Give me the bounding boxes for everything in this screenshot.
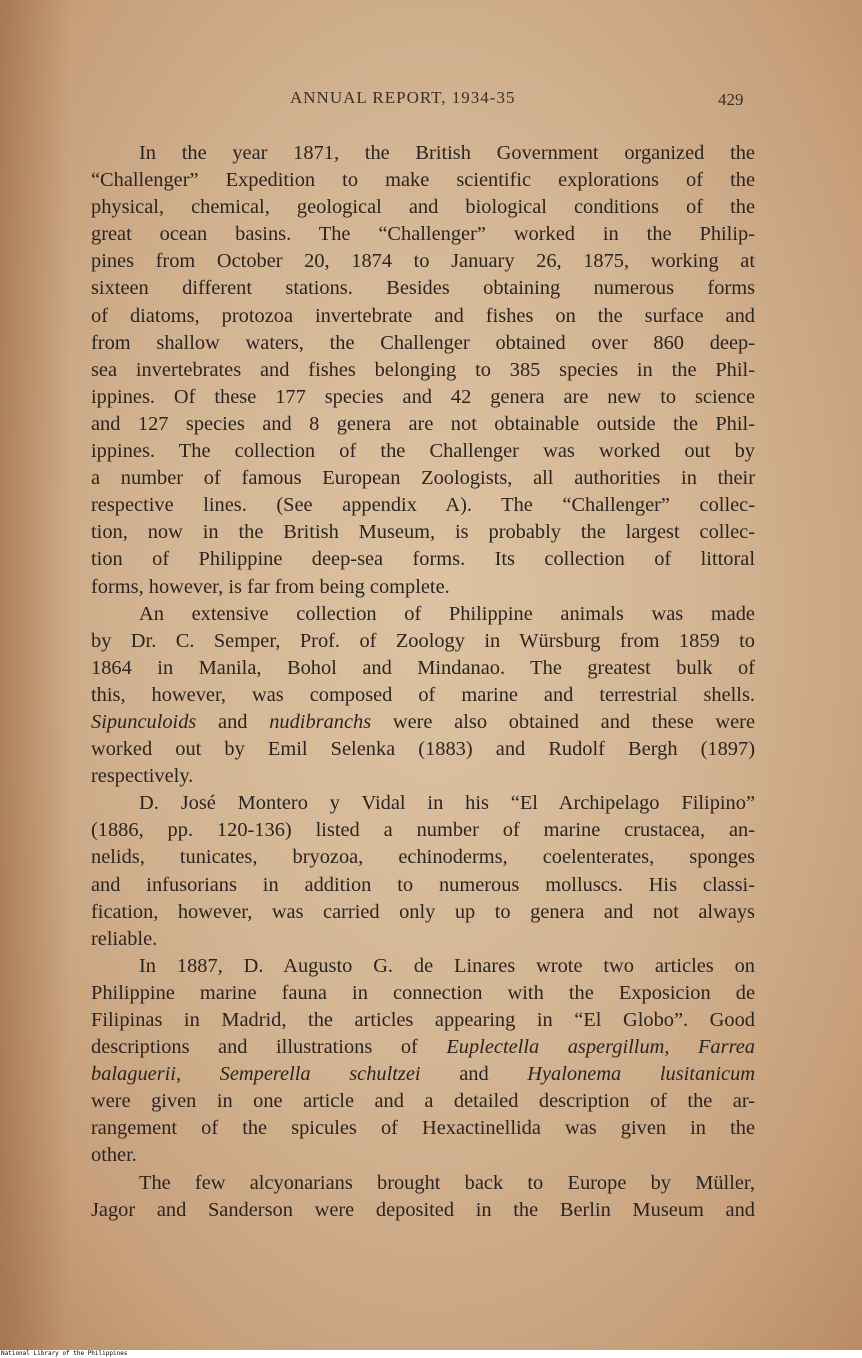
text-line: and 127 species and 8 genera are not obtainable outside the Phil- — [91, 412, 755, 435]
text-run: were also obtained and these were — [371, 710, 755, 733]
page-number: 429 — [718, 90, 744, 109]
text-run: and — [420, 1063, 528, 1086]
text-line: reliable. — [91, 927, 158, 950]
text-run: and — [196, 710, 270, 733]
text-line: tion, now in the British Museum, is probably the largest collec- — [91, 521, 755, 544]
text-line: fication, however, was carried only up to genera and not always — [91, 900, 755, 923]
text-line: Philippine marine fauna in connection with the Exposicion de — [91, 981, 755, 1004]
text-line: Jagor and Sanderson were deposited in the Berlin Museum and — [91, 1198, 755, 1221]
text-line: pines from October 20, 1874 to January 26, 1875, working at — [91, 250, 755, 273]
text-line: rangement of the spicules of Hexactinellida was given in the — [91, 1117, 755, 1140]
text-line: by Dr. C. Semper, Prof. of Zoology in Würsburg from 1859 to — [91, 629, 755, 652]
scan-footer — [0, 1350, 862, 1358]
text-line: ippines. The collection of the Challenger was worked out by — [91, 440, 755, 463]
text-line: sea invertebrates and fishes belonging to 385 species in the Phil- — [91, 358, 755, 381]
text-line: respectively. — [91, 765, 194, 788]
paragraph-semper — [91, 601, 755, 791]
text-line: nelids, tunicates, bryozoa, echinoderms, coelenterates, sponges — [91, 846, 755, 869]
text-line: In 1887, D. Augusto G. de Linares wrote two articles on — [139, 954, 755, 977]
text-line: respective lines. (See appendix A). The “Challenger” collec- — [91, 494, 755, 517]
text-line: tion of Philippine deep-sea forms. Its collection of littoral — [91, 548, 755, 571]
page-edge-shadow — [0, 0, 70, 1350]
text-line: worked out by Emil Selenka (1883) and Rudolf Bergh (1897) — [91, 738, 755, 761]
text-line-italic — [91, 1034, 755, 1061]
paragraph-linares — [91, 953, 755, 1170]
text-run: descriptions and illustrations of — [91, 1036, 447, 1059]
text-line: sixteen different stations. Besides obtaining numerous forms — [91, 277, 755, 300]
text-line: Filipinas in Madrid, the articles appearing in “El Globo”. Good — [91, 1009, 755, 1031]
taxon-name: Sipunculoids — [91, 710, 197, 733]
body-text — [91, 140, 755, 1224]
text-line: In the year 1871, the British Government organized the — [139, 142, 755, 164]
taxon-name: nudibranchs — [269, 710, 372, 733]
paragraph-challenger — [91, 140, 755, 601]
taxon-name: Hyalonema lusitanicum — [527, 1063, 756, 1086]
paragraph-alcyonarians — [91, 1170, 755, 1224]
text-line: forms, however, is far from being complete. — [91, 575, 450, 598]
text-line: great ocean basins. The “Challenger” worked in the Philip- — [91, 223, 755, 246]
text-line: (1886, pp. 120-136) listed a number of marine crustacea, an- — [91, 819, 755, 842]
text-line-italic — [91, 709, 755, 736]
text-line: 1864 in Manila, Bohol and Mindanao. The greatest bulk of — [91, 656, 755, 679]
page-header — [0, 88, 862, 114]
text-line-italic — [91, 1061, 755, 1088]
library-credit: National Library of the Philippines — [1, 1350, 128, 1357]
taxon-name: balaguerii, Semperella schultzei — [91, 1063, 421, 1086]
text-line: this, however, was composed of marine and terrestrial shells. — [91, 683, 755, 706]
text-line: a number of famous European Zoologists, all authorities in their — [91, 467, 755, 490]
text-line: of diatoms, protozoa invertebrate and fishes on the surface and — [91, 304, 755, 327]
text-line: The few alcyonarians brought back to Europe by Müller, — [139, 1171, 755, 1194]
paragraph-montero — [91, 790, 755, 953]
text-line: were given in one article and a detailed description of the ar- — [91, 1090, 755, 1113]
text-line: “Challenger” Expedition to make scientific explorations of the — [91, 169, 755, 192]
text-line: and infusorians in addition to numerous molluscs. His classi- — [91, 873, 755, 896]
text-line: physical, chemical, geological and biological conditions of the — [91, 196, 755, 219]
text-line: D. José Montero y Vidal in his “El Archipelago Filipino” — [139, 792, 755, 815]
taxon-name: Euplectella aspergillum, Farrea — [446, 1036, 755, 1059]
text-line: from shallow waters, the Challenger obtained over 860 deep- — [91, 331, 755, 354]
text-line: An extensive collection of Philippine animals was made — [139, 602, 755, 625]
text-line: ippines. Of these 177 species and 42 genera are new to science — [91, 385, 755, 408]
running-title: ANNUAL REPORT, 1934-35 — [290, 88, 516, 107]
text-line: other. — [91, 1144, 137, 1167]
